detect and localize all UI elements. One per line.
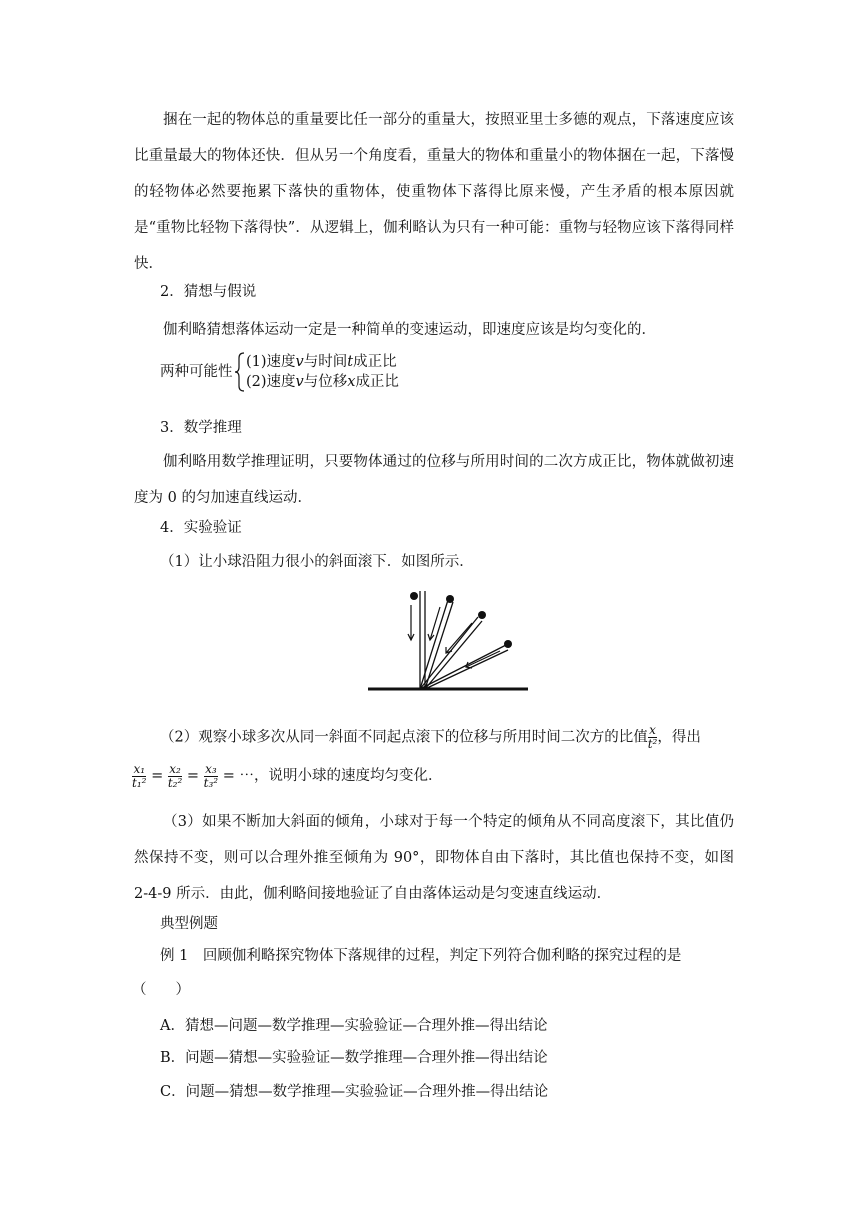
hypothesis-item-1: (1)速度v与时间t成正比 [246,354,397,370]
ratio-fraction: $\frac{x}{\text{t²}}$ [647,723,658,751]
inclined-plane-figure [368,585,528,695]
paragraph-hypothesis: 伽利略猜想落体运动一定是一种简单的变速运动，即速度应该是均匀变化的． [163,322,656,338]
step-3-text: （3）如果不断加大斜面的倾角，小球对于每一个特定的倾角从不同高度滚下，其比值仍然保持不变，则可以合理外推至倾角为 90°，即物体自由下落时，其比值也保持不变，如图 2-4-9 所示．由此，伽利略间接地验证了自由落体运动是匀变速直线运动． [134,814,734,902]
paragraph-math-reasoning: 伽利略用数学推理证明，只要物体通过的位移与所用时间的二次方成正比，物体就做初速度为 0 的匀加速直线运动． [134,454,734,506]
section-examples-heading: 典型例题 [160,916,218,932]
step-2-formula-line: $\frac{\text{x₁}}{\text{t₁²}}$ = $\frac{\text{x₂}}{\text{t₂²}}$ = $\frac{\text{x₃}}{\text{t₃²}}$ = ⋯，说明小球的速度均匀变化． [132,761,443,790]
fraction-1: $\frac{\text{x₁}}{\text{t₁²}}$ [132,761,147,790]
motion-arrows [408,605,500,668]
left-brace-icon [234,352,246,392]
ball-3 [478,611,486,619]
paragraph-aristotle-contradiction: 捆在一起的物体总的重量要比任一部分的重量大，按照亚里士多德的观点，下落速度应该比重量最大的物体还快．但从另一个角度看，重量大的物体和重量小的物体捆在一起，下落慢的轻物体必然要拖累下落快的重物体，使重物体下落得比原来慢，产生矛盾的根本原因就是“重物比轻物下落得快”．从逻辑上，伽利略认为只有一种可能：重物与轻物应该下落得同样快． [134,112,734,272]
option-a: A．猜想—问题—数学推理—实验验证—合理外推—得出结论 [160,1018,548,1034]
heading-experiment: 4．实验验证 [160,520,242,536]
hypothesis-brace-group [160,352,420,392]
fraction-2: $\frac{\text{x₂}}{\text{t₂²}}$ [167,761,183,790]
heading-math-reasoning: 3．数学推理 [160,420,242,436]
option-b: B．问题—猜想—实验验证—数学推理—合理外推—得出结论 [160,1050,548,1066]
step-1-text: （1）让小球沿阻力很小的斜面滚下．如图所示． [160,554,474,570]
ball-2 [446,595,454,603]
step-2-line-1: （2）观察小球多次从同一斜面不同起点滚下的位移与所用时间二次方的比值 $\frac{x}{\text{t²}}$ ，得出 [160,723,701,751]
example-1-question: 例 1 回顾伽利略探究物体下落规律的过程，判定下列符合伽利略的探究过程的是 [160,948,682,964]
fraction-3: $\frac{\text{x₃}}{\text{t₃²}}$ [203,761,219,790]
heading-hypothesis: 2．猜想与假说 [160,284,257,300]
ball-1 [410,592,418,600]
hypothesis-label: 两种可能性 [160,364,233,380]
example-1-answer-paren: （ ） [132,982,190,998]
option-c: C．问题—猜想—数学推理—实验验证—合理外推—得出结论 [160,1084,549,1100]
inclines [420,591,508,689]
ball-4 [504,640,512,648]
hypothesis-item-2: (2)速度v与位移x成正比 [246,374,399,390]
